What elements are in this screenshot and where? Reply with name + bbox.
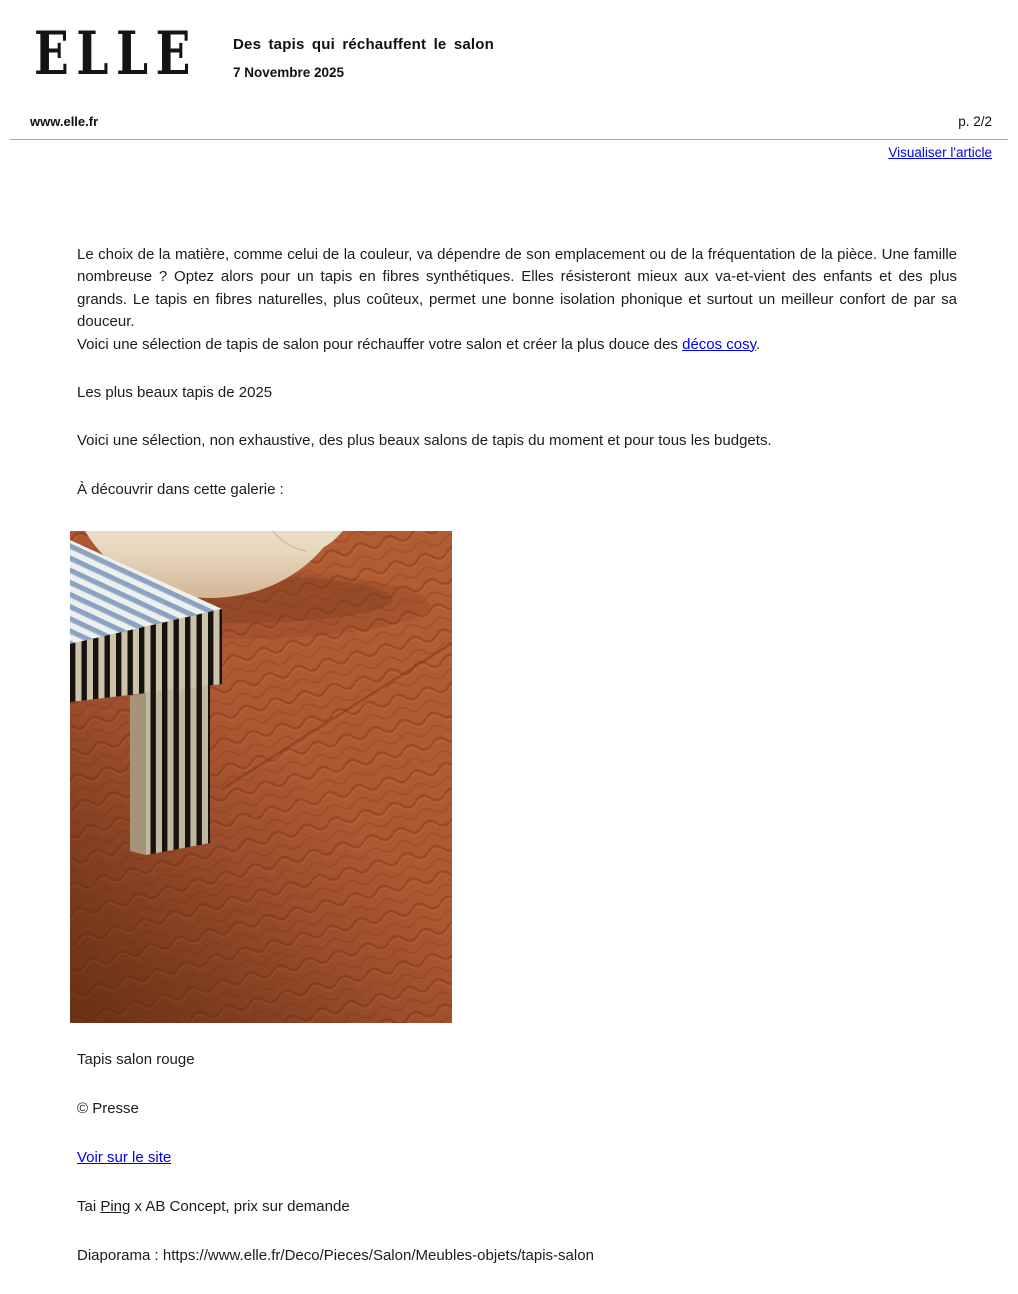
paragraph-selection-text: Voici une sélection de tapis de salon pour réchauffer votre salon et créer la plus douce des [77, 335, 683, 353]
decos-cosy-link[interactable]: décos cosy [682, 335, 757, 353]
elle-logo: ELLE [34, 19, 199, 89]
subtitle-plus-beaux-tapis: Les plus beaux tapis de 2025 [77, 384, 273, 402]
article-body [77, 244, 957, 501]
header-divider [10, 139, 1008, 140]
product-brand-underlined: Ping [100, 1198, 131, 1215]
photo-captions [77, 1050, 957, 1294]
photo-caption: Tapis salon rouge [77, 1051, 195, 1068]
article-title: Des tapis qui réchauffent le salon [233, 36, 495, 53]
voir-sur-le-site-link[interactable]: Voir sur le site [77, 1149, 172, 1166]
article-photo [70, 531, 452, 1023]
product-line [77, 1197, 957, 1217]
paragraph-selection-period: . [756, 335, 761, 353]
photo-credit: © Presse [77, 1100, 139, 1117]
paragraph-selection [77, 334, 957, 356]
diaporama-url: Diaporama : https://www.elle.fr/Deco/Pieces/Salon/Meubles-objets/tapis-salon [77, 1247, 594, 1264]
gallery-lead: À découvrir dans cette galerie : [77, 480, 284, 498]
page-number: p. 2/2 [958, 114, 992, 129]
visualiser-article-link[interactable]: Visualiser l'article [888, 145, 992, 160]
table-leg-side [130, 693, 146, 855]
site-url: www.elle.fr [30, 114, 99, 129]
product-prefix: Tai [77, 1198, 101, 1215]
product-suffix: x AB Concept, prix sur demande [130, 1198, 350, 1215]
paragraph-matiere: Le choix de la matière, comme celui de la couleur, va dépendre de son emplacement ou de la fréquentation de la pièce. Une famille nombreuse ? Optez alors pour un tapis en fibres synthétiques. Elles résisteront mieux aux va-et-vient des enfants et des plus grands. Le tapis en fibres naturelles, plus coûteux, permet une bonne isolation phonique et surtout un meilleur confort de par sa douceur. [77, 246, 957, 331]
intro-selection: Voici une sélection, non exhaustive, des plus beaux salons de tapis du moment et pour tous les budgets. [77, 432, 772, 450]
article-date: 7 Novembre 2025 [233, 65, 345, 80]
